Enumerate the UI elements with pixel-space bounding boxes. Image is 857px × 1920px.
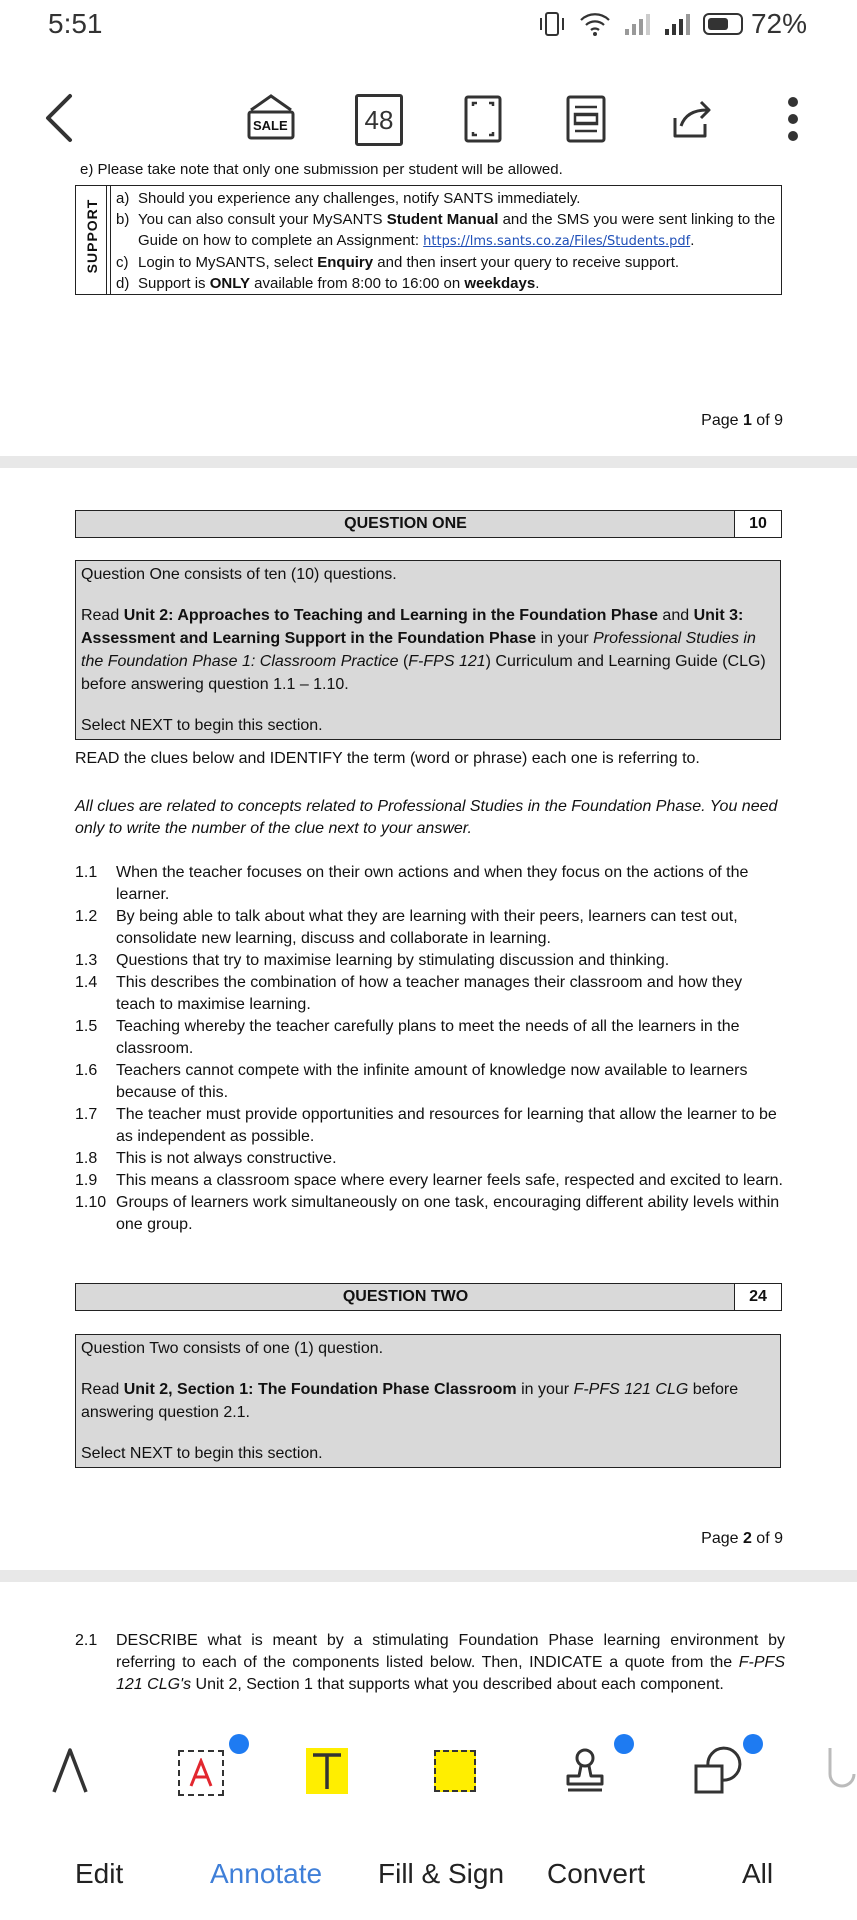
clue-text: This means a classroom space where every learner feels safe, respected and excited to learn. [116,1172,783,1189]
stamp-icon [562,1746,608,1794]
support-item-d: d) Support is ONLY available from 8:00 to 16:00 on weekdays. [116,275,540,292]
clue-item [75,1060,785,1104]
status-bar [0,0,857,52]
clue-text: Teachers cannot compete with the infinite amount of knowledge now available to learners because of this. [116,1062,748,1101]
back-icon [40,90,80,146]
support-item-a: a) Should you experience any challenges, notify SANTS immediately. [116,190,581,207]
more-tools-peek[interactable] [826,1744,857,1799]
vibrate-icon [537,10,567,38]
pen-icon [50,1746,90,1794]
nav-fill-sign[interactable]: Fill & Sign [378,1858,505,1889]
question-two-title: QUESTION TWO [342,1288,469,1305]
page-gap [0,1570,857,1582]
clue-item [75,906,785,950]
clue-list [75,862,785,1236]
shapes-tool[interactable] [692,1746,742,1801]
back-button[interactable] [40,90,80,146]
clue-text: This is not always constructive. [116,1150,337,1167]
document-page-1 [0,164,857,455]
document-page-2 [0,468,857,1570]
clue-text: When the teacher focuses on their own actions and when they focus on the actions of the learner. [116,864,749,903]
question-two-info-box: Question Two consists of one (1) question. Read Unit 2, Section 1: The Foundation Phase Classroom in your F-PFS 121 CLG before answering question 2.1. Select NEXT to begin this section. [75,1334,781,1468]
more-button[interactable] [786,94,800,144]
question-one-marks: 10 [734,511,781,537]
clue-item [75,1016,785,1060]
share-icon [667,96,715,142]
status-icons [537,8,807,40]
clue-text: Groups of learners work simultaneously on one task, encouraging different ability levels within one group. [116,1194,780,1233]
bottom-navigation [0,1820,857,1920]
nav-annotate[interactable]: Annotate [210,1858,323,1889]
question-one-instruction: READ the clues below and IDENTIFY the term (word or phrase) each one is referring to. [75,750,700,767]
partial-tool-icon [826,1744,857,1794]
clock: 5:51 [48,8,103,39]
question-one-info-box: Question One consists of ten (10) questions. Read Unit 2: Approaches to Teaching and Learning in the Foundation Phase and Unit 3: Assessment and Learning Support in the Foundation Phase in your Professional Studies in the Foundation Phase 1: Classroom Practice (F-FPS 121) Curriculum and Learning Guide (CLG) before answering question 1.1 – 1.10. Select NEXT to begin this section. [75,560,781,740]
question-one-header [75,510,782,538]
clue-item [75,1148,785,1170]
page-count-button[interactable] [355,94,403,146]
support-divider [106,186,111,294]
clue-item [75,1192,785,1236]
pen-tool[interactable] [50,1746,90,1799]
wifi-icon [579,11,611,37]
clue-item [75,972,785,1016]
text-box-tool[interactable] [178,1750,224,1796]
share-button[interactable] [667,96,715,142]
shapes-icon [692,1746,742,1796]
nav-all[interactable]: All [742,1858,774,1889]
battery-percent: 72% [750,8,807,39]
annotation-tools [0,1722,857,1822]
support-list [116,188,776,294]
view-mode-button[interactable] [565,94,607,144]
clue-item [75,1104,785,1148]
clue-number: 1.7 [75,1106,98,1123]
clue-text: By being able to talk about what they are learning with their peers, learners can test out, consolidate new learning, discuss and collaborate in learning. [116,908,738,947]
stamp-tool[interactable] [562,1746,608,1799]
clue-text: The teacher must provide opportunities and resources for learning that allow the learner to be as independent as possible. [116,1106,777,1145]
page-count: 48 [364,104,394,135]
clue-number: 1.8 [75,1150,98,1167]
clue-text: Teaching whereby the teacher carefully plans to meet the needs of all the learners in the classroom. [116,1018,740,1057]
premium-badge [229,1734,249,1754]
question-one-reading: Read Unit 2: Approaches to Teaching and Learning in the Foundation Phase and Unit 3: Assessment and Learning Support in the Foundation Phase in your Professional Studies in the Foundation Phase 1: Classroom Practice (F-FPS 121) Curriculum and Learning Guide (CLG) before answering question 1.1 – 1.10. [81,607,766,693]
premium-badge [743,1734,763,1754]
clue-number: 1.2 [75,908,98,925]
question-one-note: All clues are related to concepts related to Professional Studies in the Foundation Phase. You need only to write the number of the clue next to your answer. [75,798,778,837]
text-box-icon [186,1758,216,1788]
clue-text: This describes the combination of how a teacher manages their classroom and how they teach to maximise learning. [116,974,743,1013]
sale-button[interactable] [245,92,297,144]
support-item-b: b) You can also consult your MySANTS Student Manual and the SMS you were sent linking to the Guide on how to complete an Assignment: https://lms.sants.co.za/Files/Students.pdf. [116,211,776,249]
clue-number: 1.1 [75,864,98,881]
clue-item [75,950,785,972]
clue-number: 1.6 [75,1062,98,1079]
more-icon [786,94,800,144]
question-two-marks: 24 [734,1284,781,1310]
sale-label: SALE [253,118,288,133]
premium-badge [614,1734,634,1754]
question-one-title: QUESTION ONE [344,515,467,532]
question-two-header [75,1283,782,1311]
students-pdf-link[interactable]: https://lms.sants.co.za/Files/Students.pdf [423,234,691,249]
fullscreen-button[interactable] [463,94,503,144]
nav-edit[interactable]: Edit [75,1858,124,1889]
clue-item [75,862,785,906]
text-highlight-tool[interactable] [306,1748,348,1794]
support-item-c: c) Login to MySANTS, select Enquiry and then insert your query to receive support. [116,254,680,271]
battery-icon [703,13,743,35]
page-number-footer: Page 1 of 9 [701,412,783,429]
support-side-cell [76,186,107,294]
page-gap [0,456,857,468]
document-page-3 [0,1582,857,1722]
text-highlight-icon [309,1751,345,1791]
question-two-reading: Read Unit 2, Section 1: The Foundation Phase Classroom in your F-PFS 121 CLG before answering question 2.1. [81,1381,739,1421]
clue-number: 1.3 [75,952,98,969]
signal-icon [663,11,691,37]
clue-item [75,1170,785,1192]
top-toolbar [0,70,857,170]
clue-number: 1.5 [75,1018,98,1035]
battery-indicator [703,8,807,40]
support-box [75,185,782,295]
signal-icon [623,11,651,37]
clue-text: Questions that try to maximise learning by stimulating discussion and thinking. [116,952,670,969]
page-number-footer: Page 2 of 9 [701,1530,783,1547]
fullscreen-icon [463,94,503,144]
clue-number: 1.4 [75,974,98,991]
support-label: SUPPORT [84,198,100,274]
clue-number: 1.9 [75,1172,98,1189]
question-2-1: 2.1 DESCRIBE what is meant by a stimulating Foundation Phase learning environment by referring to each of the components listed below. Then, INDICATE a quote from the F-PFS 121 CLG's Unit 2, Section 1 that supports what you described about each component. [75,1632,785,1693]
support-item-e: e) Please take note that only one submission per student will be allowed. [80,164,563,178]
nav-convert[interactable]: Convert [547,1858,646,1889]
area-highlight-tool[interactable] [434,1750,476,1792]
view-mode-icon [565,94,607,144]
clue-number: 1.10 [75,1194,107,1211]
